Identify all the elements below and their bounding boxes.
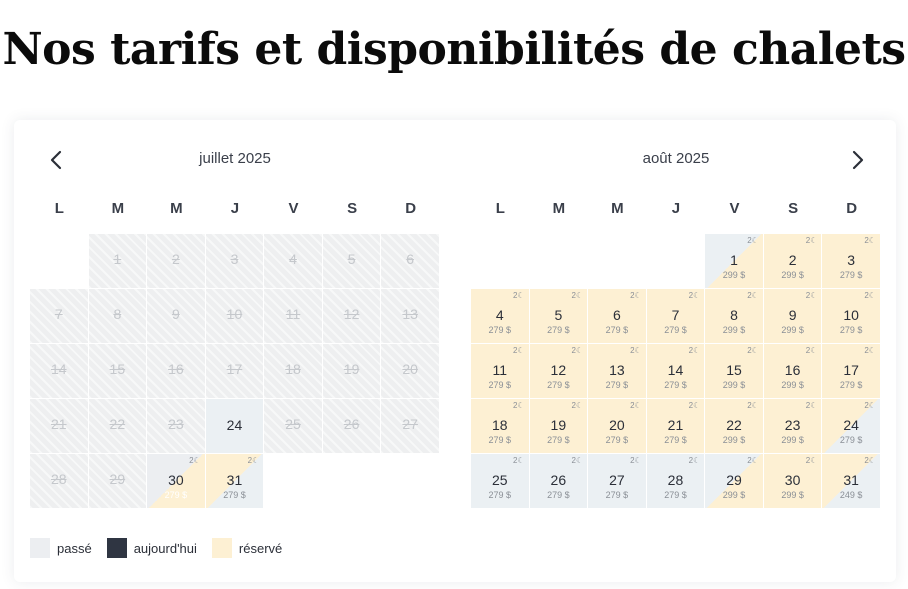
day-number: 28 [667, 472, 684, 488]
day-cell[interactable] [530, 399, 589, 454]
day-price: 279 $ [605, 490, 629, 500]
day-number: 6 [406, 251, 415, 267]
day-number: 8 [730, 307, 738, 323]
day-number: 18 [285, 361, 301, 377]
day-price: 279 $ [664, 325, 687, 335]
day-cell [264, 399, 323, 454]
day-cell[interactable] [705, 289, 764, 344]
day-price: 279 $ [839, 270, 863, 280]
day-price: 279 $ [547, 325, 570, 335]
day-price: 279 $ [488, 490, 512, 500]
day-number: 11 [492, 362, 508, 378]
day-number: 12 [343, 306, 360, 322]
day-cell [323, 289, 382, 344]
day-cell[interactable] [647, 344, 706, 399]
min-nights-badge: 2☾ [688, 346, 701, 355]
day-cell[interactable] [588, 344, 647, 399]
day-cell[interactable] [647, 289, 706, 344]
min-nights-badge: 2☾ [189, 456, 201, 465]
day-number: 29 [726, 472, 742, 488]
day-cell[interactable] [705, 454, 764, 509]
weekday-label: J [671, 200, 681, 217]
day-price: 279 $ [488, 325, 512, 335]
day-cell [381, 344, 440, 399]
day-cell[interactable] [588, 289, 647, 344]
day-number: 15 [109, 361, 126, 377]
min-nights-badge: 2☾ [864, 401, 876, 410]
day-number: 19 [343, 361, 360, 377]
day-cell [147, 234, 206, 289]
day-cell [264, 234, 323, 289]
day-number: 9 [788, 307, 797, 323]
weekday-label: S [347, 200, 358, 217]
day-cell[interactable] [647, 454, 706, 509]
day-cell [30, 454, 89, 509]
day-cell [206, 234, 265, 289]
day-price: 279 $ [164, 490, 188, 500]
day-number: 4 [289, 251, 297, 267]
min-nights-badge: 2☾ [864, 456, 876, 465]
min-nights-badge: 2☾ [512, 401, 525, 410]
day-cell-empty [530, 234, 589, 289]
min-nights-badge: 2☾ [630, 291, 642, 300]
day-cell[interactable] [764, 289, 823, 344]
day-cell[interactable] [705, 344, 764, 399]
min-nights-badge: 2☾ [805, 236, 818, 245]
day-cell [264, 344, 323, 399]
day-price: 279 $ [664, 435, 687, 445]
day-number: 25 [491, 472, 508, 488]
legend [30, 538, 297, 558]
legend-item-booked [212, 538, 282, 558]
day-number: 20 [609, 417, 625, 433]
day-cell [147, 399, 206, 454]
min-nights-badge: 2☾ [805, 346, 818, 355]
day-cell [30, 344, 89, 399]
min-nights-badge: 2☾ [864, 236, 876, 245]
day-cell[interactable] [530, 344, 589, 399]
day-cell-empty [30, 234, 89, 289]
day-number: 27 [402, 416, 418, 432]
day-number: 28 [50, 471, 67, 487]
day-cell[interactable] [147, 454, 206, 509]
min-nights-badge: 2☾ [571, 291, 584, 300]
min-nights-badge: 2☾ [571, 401, 584, 410]
day-price: 279 $ [488, 435, 512, 445]
day-number: 27 [609, 472, 625, 488]
day-price: 279 $ [839, 325, 863, 335]
day-cell[interactable] [764, 399, 823, 454]
weekday-label: M [111, 200, 125, 217]
day-cell[interactable] [530, 454, 589, 509]
day-price: 279 $ [488, 380, 512, 390]
day-cell[interactable] [705, 399, 764, 454]
day-price: 249 $ [839, 490, 863, 500]
day-number: 6 [613, 307, 621, 323]
day-number: 3 [847, 252, 856, 268]
min-nights-badge: 2☾ [630, 401, 642, 410]
weekday-label: M [611, 200, 624, 217]
day-number: 14 [50, 361, 67, 377]
day-cell [206, 289, 265, 344]
day-cell[interactable] [206, 454, 265, 509]
day-number: 4 [495, 307, 504, 323]
day-number: 2 [788, 252, 797, 268]
weekday-header [471, 200, 881, 217]
day-number: 11 [285, 306, 301, 322]
day-price: 279 $ [605, 380, 629, 390]
day-cell [381, 289, 440, 344]
day-cell [381, 399, 440, 454]
min-nights-badge: 2☾ [805, 456, 818, 465]
min-nights-badge: 2☾ [747, 236, 759, 245]
legend-item-past [30, 538, 92, 558]
day-cell [147, 344, 206, 399]
min-nights-badge: 2☾ [630, 346, 642, 355]
day-cell [89, 454, 148, 509]
min-nights-badge: 2☾ [747, 401, 759, 410]
day-cell[interactable] [705, 234, 764, 289]
weekday-label: L [54, 200, 64, 217]
day-number: 17 [843, 362, 859, 378]
day-cell[interactable] [764, 344, 823, 399]
weekday-label: M [552, 200, 566, 217]
weekday-label: S [788, 200, 799, 217]
day-number: 30 [784, 472, 801, 488]
day-number: 20 [402, 361, 418, 377]
day-cell[interactable] [471, 454, 530, 509]
day-number: 1 [113, 251, 122, 267]
day-number: 31 [226, 472, 243, 488]
day-price: 299 $ [781, 325, 804, 335]
day-cell [89, 344, 148, 399]
day-number: 13 [402, 306, 418, 322]
day-number: 16 [168, 361, 184, 377]
day-cell[interactable] [588, 399, 647, 454]
day-number: 5 [347, 251, 356, 267]
day-number: 22 [726, 417, 742, 433]
day-number: 8 [113, 306, 122, 322]
day-number: 29 [109, 471, 126, 487]
day-cell[interactable] [206, 399, 265, 454]
day-number: 26 [550, 472, 567, 488]
day-cell [89, 289, 148, 344]
weekday-label: J [230, 200, 240, 217]
weekday-label: D [405, 200, 417, 217]
min-nights-badge: 2☾ [512, 346, 525, 355]
day-number: 22 [109, 416, 126, 432]
weekday-label: M [170, 200, 183, 217]
day-number: 18 [491, 417, 508, 433]
day-cell [323, 399, 382, 454]
day-price: 279 $ [664, 380, 687, 390]
day-grid [30, 234, 440, 509]
day-number: 9 [172, 306, 180, 322]
min-nights-badge: 2☾ [688, 401, 701, 410]
day-number: 16 [784, 362, 801, 378]
month-title: juillet 2025 [199, 150, 271, 167]
day-number: 19 [550, 417, 567, 433]
legend-label: passé [57, 540, 92, 556]
day-cell[interactable] [822, 344, 881, 399]
month-title: août 2025 [642, 150, 710, 167]
day-price: 279 $ [839, 380, 863, 390]
weekday-label: V [288, 200, 299, 217]
min-nights-badge: 2☾ [747, 456, 759, 465]
day-price: 299 $ [722, 270, 746, 280]
day-number: 24 [843, 417, 859, 433]
day-price: 299 $ [722, 490, 746, 500]
day-number: 25 [285, 416, 301, 432]
day-number: 24 [226, 417, 243, 433]
day-cell[interactable] [822, 454, 881, 509]
day-price: 299 $ [781, 490, 804, 500]
day-number: 7 [671, 307, 680, 323]
day-price: 279 $ [839, 435, 863, 445]
day-cell [89, 234, 148, 289]
weekday-header [30, 200, 440, 217]
day-cell-empty [647, 234, 706, 289]
day-price: 299 $ [722, 435, 746, 445]
min-nights-badge: 2☾ [864, 291, 876, 300]
day-number: 31 [843, 472, 859, 488]
day-number: 2 [172, 251, 180, 267]
day-cell[interactable] [822, 289, 881, 344]
day-cell [30, 289, 89, 344]
min-nights-badge: 2☾ [688, 291, 701, 300]
day-cell[interactable] [822, 399, 881, 454]
min-nights-badge: 2☾ [805, 401, 818, 410]
day-number: 21 [50, 416, 67, 432]
min-nights-badge: 2☾ [864, 346, 876, 355]
day-number: 23 [784, 417, 801, 433]
day-number: 7 [54, 306, 63, 322]
day-price: 279 $ [605, 325, 629, 335]
day-cell [89, 399, 148, 454]
day-number: 12 [550, 362, 567, 378]
legend-item-today [107, 538, 197, 558]
day-cell[interactable] [764, 234, 823, 289]
min-nights-badge: 2☾ [512, 291, 525, 300]
min-nights-badge: 2☾ [747, 346, 759, 355]
day-cell[interactable] [588, 454, 647, 509]
day-number: 10 [843, 307, 859, 323]
day-number: 17 [226, 361, 243, 377]
page-title: Nos tarifs et disponibilités de chalets [2, 24, 906, 75]
legend-label: aujourd'hui [133, 540, 197, 556]
weekday-label: D [846, 200, 858, 217]
day-cell-empty [471, 234, 530, 289]
day-price: 299 $ [781, 435, 804, 445]
day-price: 279 $ [223, 490, 246, 500]
day-cell [147, 289, 206, 344]
day-cell[interactable] [471, 289, 530, 344]
day-number: 13 [609, 362, 625, 378]
day-number: 1 [730, 252, 738, 268]
day-price: 279 $ [547, 380, 570, 390]
day-number: 14 [667, 362, 684, 378]
weekday-label: L [495, 200, 505, 217]
day-price: 299 $ [722, 380, 746, 390]
min-nights-badge: 2☾ [688, 456, 701, 465]
day-cell [381, 234, 440, 289]
day-number: 30 [168, 472, 184, 488]
day-cell[interactable] [764, 454, 823, 509]
day-cell [264, 289, 323, 344]
min-nights-badge: 2☾ [805, 291, 818, 300]
day-cell [206, 344, 265, 399]
day-cell [30, 399, 89, 454]
day-price: 279 $ [547, 435, 570, 445]
day-number: 15 [726, 362, 742, 378]
day-cell [323, 234, 382, 289]
day-price: 299 $ [781, 380, 804, 390]
day-grid [471, 234, 881, 509]
day-price: 279 $ [664, 490, 687, 500]
day-number: 10 [226, 306, 243, 322]
min-nights-badge: 2☾ [247, 456, 260, 465]
min-nights-badge: 2☾ [747, 291, 759, 300]
day-number: 3 [230, 251, 239, 267]
day-cell-empty [588, 234, 647, 289]
day-price: 299 $ [722, 325, 746, 335]
legend-label: réservé [238, 540, 283, 556]
day-cell[interactable] [822, 234, 881, 289]
min-nights-badge: 2☾ [512, 456, 525, 465]
day-number: 5 [554, 307, 563, 323]
day-number: 26 [343, 416, 360, 432]
legend-swatch-past [30, 538, 50, 558]
day-cell[interactable] [647, 399, 706, 454]
day-price: 279 $ [605, 435, 629, 445]
day-price: 279 $ [547, 490, 570, 500]
legend-swatch-today [107, 538, 127, 558]
day-cell[interactable] [471, 399, 530, 454]
weekday-label: V [729, 200, 740, 217]
day-cell[interactable] [471, 344, 530, 399]
day-number: 23 [168, 416, 184, 432]
min-nights-badge: 2☾ [571, 346, 584, 355]
min-nights-badge: 2☾ [571, 456, 584, 465]
day-cell[interactable] [530, 289, 589, 344]
day-cell [323, 344, 382, 399]
min-nights-badge: 2☾ [630, 456, 642, 465]
day-price: 299 $ [781, 270, 804, 280]
legend-swatch-booked [212, 538, 232, 558]
day-number: 21 [667, 417, 684, 433]
